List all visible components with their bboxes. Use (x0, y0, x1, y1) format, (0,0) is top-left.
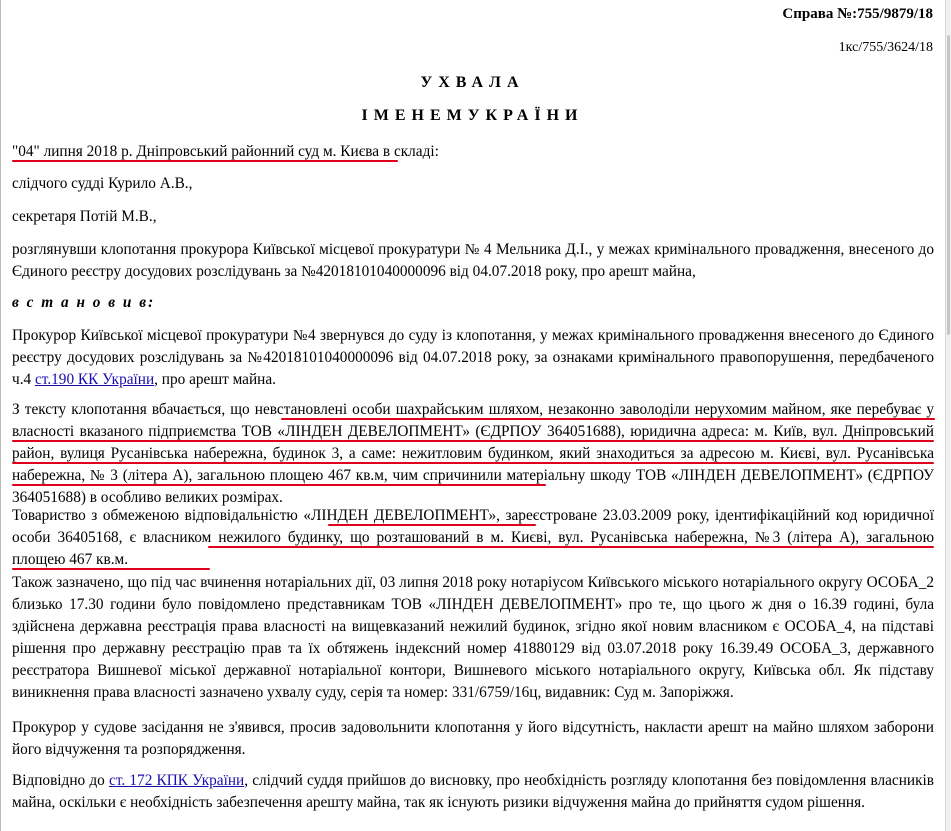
paragraph-prosecutor-absent: Прокурор у судове засідання не з'явився, просив задовольнити клопотання у його відсутність, накласти арешт на майно шляхом заборони його відчуження та розпорядження. (12, 719, 934, 758)
paragraph-notary-details: Також зазначено, що під час вчинення нотаріальних дії, 03 липня 2018 року нотаріусом Київського міського нотаріального округу ОСОБА_2 близько 17.30 години було повідомлено представникам ТОВ «ЛІНДЕН ДЕВЕЛОПМЕНТ» про те, що цього ж дня о 16.39 годині, була здійснена державна реєстрація права власності на вищевказаний нежилий будинок, згідно якої новим власником є ОСОБА_4, на підставі рішення про державну реєстрацію прав та їх обтяжень індексний номер 41880129 від 03.07.2018 року 16.39.49 ОСОБА_3, державного реєстратора Вишневої міської державної нотаріальної контори, Вишневого міського нотаріального округу, Київська обл. Як підставу виникнення права власності зазначено ухвалу суду, серія та номер: 331/6759/16ц, видавник: Суд м. Запоріжжя. (12, 574, 934, 701)
red-underline-mark (12, 160, 398, 162)
red-underline-mark (281, 418, 935, 420)
vertical-scrollbar[interactable] (945, 0, 951, 831)
paragraph-motion-text: З тексту клопотання вбачається, що невстановлені особи шахрайським шляхом, незаконно заволоділи нерухомим майном, яке перебуває у власності вказаного підприємства ТОВ «ЛІНДЕН ДЕВЕЛОПМЕНТ» (ЄДРПОУ 364051688), юридична адреса: м. Київ, вул. Дніпровський район, вулиця Русанівська набережна, будинок 3, а саме: нежитловим будинком, який знаходиться за адресою м. Києві, вул. Русанівська набережна, № 3 (літера А), загальною площею 467 кв.м, чим спричинили матеріальну шкоду ТОВ «ЛІНДЕН ДЕВЕЛОПМЕНТ» (ЄДРПОУ 364051688) в особливо великих розмірах. (12, 401, 934, 506)
paragraph-judge-conclusion (12, 770, 934, 814)
paragraph-judge: слідчого судді Курило А.В., (12, 175, 193, 192)
red-underline-mark (208, 546, 934, 548)
red-underline-mark (328, 524, 536, 526)
paragraph-established: в с т а н о в и в: (12, 294, 156, 311)
paragraph-text: , про арешт майна. (154, 371, 276, 388)
red-underline-mark (12, 440, 934, 442)
sub-case-number: 1кс/755/3624/18 (838, 40, 933, 55)
case-number: Справа №:755/9879/18 (782, 6, 933, 22)
document-title: УХВАЛА (420, 74, 525, 91)
paragraph-considered: розглянувши клопотання прокурора Київської місцевої прокуратури № 4 Мельника Д.І., у межах кримінального провадження, внесеного до Єдиного реєстру досудових розслідувань за №42018101040000096 від 04.07.2018 року, про арешт майна, (12, 241, 934, 280)
paragraph-text: Прокурор Київської місцевої прокуратури №4 звернувся до суду із клопотання, у межах кримінального провадження внесеного до Єдиного реєстру досудових розслідувань за №42018101040000096 від 04.07.2018 року, за ознаками кримінального правопорушення, передбаченого ч.4 (12, 327, 934, 388)
paragraph-prosecutor-appeal (12, 325, 934, 391)
paragraph-secretary: секретаря Потій М.В., (12, 208, 157, 225)
document-subtitle: ІМЕНЕМУКРАЇНИ (361, 107, 584, 124)
paragraph-date-court: "04" липня 2018 р. Дніпровський районний суд м. Києва в складі: (12, 143, 439, 160)
paragraph-text: Відповідно до (12, 772, 110, 789)
paragraph-text: , слідчий суддя прийшов до висновку, про необхідність розгляду клопотання без повідомлення власників майна, оскільки є необхідність забезпечення арешту майна, так як існують ризики відчуження майна до прийняття судом рішення. (12, 772, 934, 811)
paragraph-company-owner: Товариство з обмеженою відповідальністю «ЛІНДЕН ДЕВЕЛОПМЕНТ», зареєстроване 23.03.2009 року, ідентифікаційний код юридичної особи 36405168, є власником нежилого будинку, що розташований в м. Києві, вул. Русанівська набережна, №3 (літера А), загальною площею 467 кв.м. (12, 507, 934, 568)
link-criminal-code-article[interactable]: ст.190 КК України (35, 371, 155, 388)
red-underline-mark (12, 462, 934, 464)
link-criminal-procedure-article[interactable]: ст. 172 КПК України (109, 772, 245, 789)
red-underline-mark (12, 484, 546, 486)
red-underline-mark (12, 568, 210, 570)
scrollbar-thumb[interactable] (947, 35, 950, 335)
